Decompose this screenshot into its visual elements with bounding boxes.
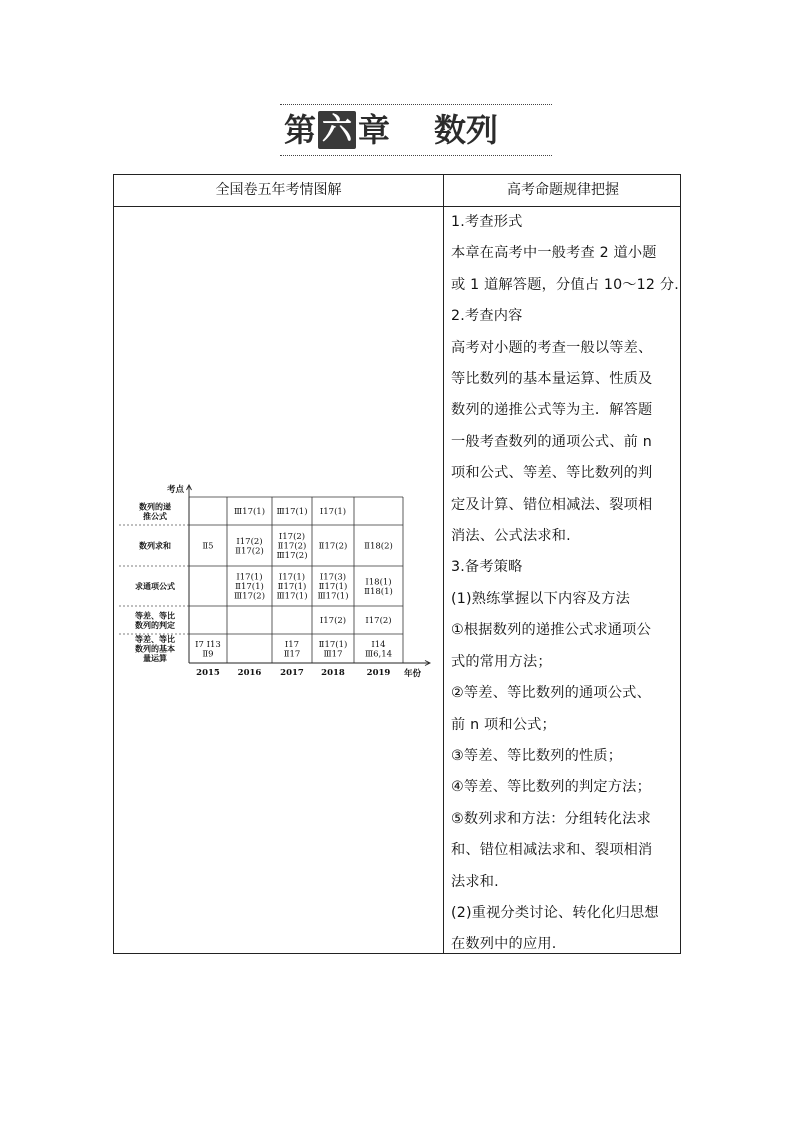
cell-value: Ⅰ17(2) [365,616,392,626]
text-line: 等比数列的基本量运算、性质及 [451,371,653,388]
exam-topic-chart [114,175,443,955]
chapter-number: 六 [318,111,356,149]
cell-value: Ⅰ17(2) [278,532,306,542]
year-tick-label: 2015 [196,668,220,678]
cell-value: Ⅱ17 [283,649,301,660]
text-line: 法求和. [451,873,499,890]
year-tick-label: 2016 [237,668,262,678]
header-rule-top [280,104,552,105]
cell-value: Ⅲ17 [323,649,343,660]
cell-value: Ⅱ17(2) [277,541,307,552]
text-line: ⑤数列求和方法：分组转化法求 [451,810,651,827]
chapter-prefix: 第 [284,111,317,149]
cell-value: Ⅲ17(1) [317,591,349,602]
cell-value: Ⅰ17 [284,639,300,650]
year-tick-label: 2018 [321,668,345,678]
text-line: 高考对小题的考查一般以等差、 [451,339,653,356]
text-line: 在数列中的应用. [451,936,557,953]
cell-value: Ⅱ17(1) [318,582,348,592]
topic-label: 推公式 [143,510,167,521]
cell-value: Ⅱ18(2) [364,541,393,552]
text-line: 本章在高考中一般考查 2 道小题 [451,245,657,262]
topic-label: 数列的基本 [135,643,175,654]
text-line: (1)熟练掌握以下内容及方法 [451,590,630,607]
cell-value: Ⅲ6,14 [364,649,393,660]
text-line: 3.备考策略 [451,559,523,576]
cell-value: Ⅰ17(1) [319,507,347,517]
y-axis-label: 考点 [166,485,184,495]
topic-label: 等差、等比 [135,634,175,644]
text-line: 和、错位相减法求和、裂项相消 [451,842,653,859]
topic-label: 等差、等比 [135,610,175,621]
text-line: 消法、公式法求和. [451,528,571,545]
header-rule-bottom [280,155,552,156]
cell-value: Ⅰ17(1) [236,572,263,583]
cell-value: Ⅱ17(1) [235,582,264,592]
cell-value: Ⅰ17(2) [319,616,347,626]
year-tick-label: 2019 [366,668,391,678]
cell-value: Ⅲ17(1) [276,591,308,602]
text-line: ②等差、等比数列的通项公式、 [451,685,651,702]
text-line: 式的常用方法； [451,653,552,670]
x-axis-label: 年份 [404,669,422,679]
text-line: 项和公式、等差、等比数列的判 [451,465,653,482]
topic-label: 量运算 [143,653,167,663]
cell-value: Ⅲ17(2) [233,591,266,602]
cell-value: Ⅰ17(3) [319,572,347,583]
exam-pattern-text [451,207,681,961]
cell-value: Ⅱ17(2) [318,541,348,552]
cell-value: Ⅰ7 Ⅰ13 [195,639,221,650]
cell-value: Ⅱ17(1) [318,639,348,650]
text-line: 2.考查内容 [451,308,523,325]
topic-label: 数列求和 [139,540,171,551]
cell-value: Ⅱ9 [202,649,214,660]
text-line: ③等差、等比数列的性质； [451,747,623,764]
year-tick-label: 2017 [280,668,304,678]
text-line: (2)重视分类讨论、转化化归思想 [451,904,659,921]
text-line: 前 n 项和公式； [451,716,556,733]
chapter-name: 数列 [434,111,499,149]
cell-value: Ⅰ17(2) [236,536,263,547]
text-line: ①根据数列的递推公式求通项公 [451,622,651,639]
chapter-title [284,109,498,151]
cell-value: Ⅱ5 [202,541,214,552]
cell-value: Ⅱ17(2) [235,546,264,557]
chapter-suffix: 章 [358,111,391,149]
topic-label: 求通项公式 [135,581,175,591]
text-line: 数列的递推公式等为主．解答题 [451,402,653,419]
cell-value: Ⅰ18(1) [365,577,392,588]
text-line: 定及计算、错位相减法、裂项相 [451,496,653,513]
overview-table [113,174,681,954]
cell-value: Ⅲ17(1) [276,507,308,517]
left-column-header: 全国卷五年考情图解 [215,182,342,198]
cell-value: Ⅱ17(1) [277,582,307,592]
text-line: 或 1 道解答题，分值占 10～12 分. [451,276,679,293]
right-column-header: 高考命题规律把握 [507,182,619,198]
text-line: 一般考查数列的通项公式、前 n [451,433,652,450]
cell-value: Ⅲ17(2) [276,551,308,561]
text-line: 1.考查形式 [451,214,523,230]
topic-label: 数列的递 [139,501,171,512]
cell-value: Ⅲ17(1) [233,507,266,517]
topic-label: 数列的判定 [135,619,175,630]
cell-value: Ⅱ18(1) [364,586,393,597]
text-line: ④等差、等比数列的判定方法； [451,779,651,796]
cell-value: Ⅰ14 [371,639,386,650]
cell-value: Ⅰ17(1) [278,572,306,583]
